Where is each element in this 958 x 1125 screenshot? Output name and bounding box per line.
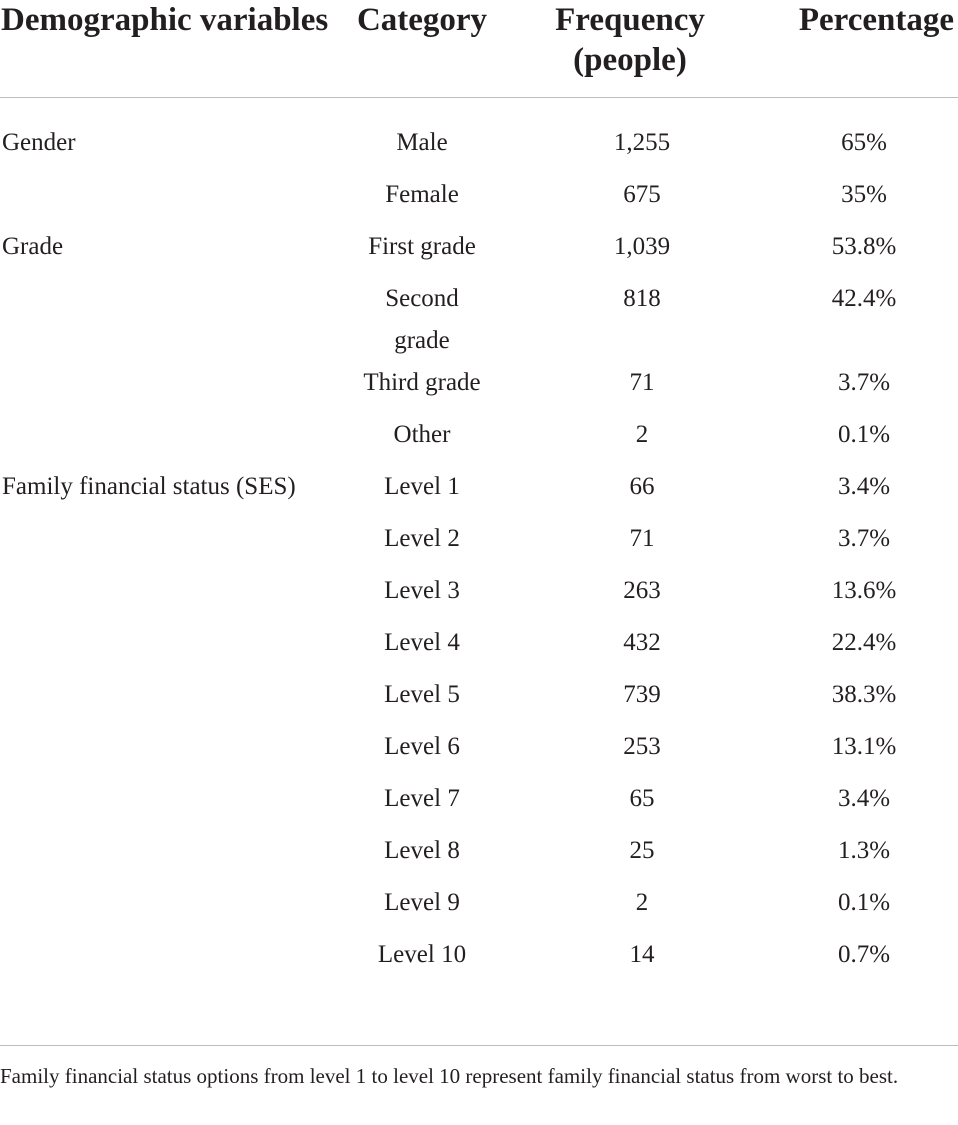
cell-percentage: 0.1% <box>837 421 891 448</box>
cell-demographic-variable: Family financial status (SES) <box>2 473 296 500</box>
cell-category <box>330 570 514 622</box>
cell-demographic-variable <box>0 726 330 778</box>
cell-demographic-variable <box>0 882 330 934</box>
table-body <box>0 98 958 1009</box>
cell-demographic-variable <box>0 674 330 726</box>
cell-demographic-variable <box>0 518 330 570</box>
cell-demographic-variable <box>0 174 330 226</box>
cell-demographic-variable: Grade <box>2 233 64 260</box>
header-demographic-variables: Demographic variables <box>0 0 330 98</box>
cell-frequency: 1,255 <box>613 129 671 156</box>
category-label: Level 4 <box>384 629 460 656</box>
cell-percentage: 65% <box>841 129 887 156</box>
table-row <box>0 466 958 518</box>
category-label: Other <box>393 421 451 448</box>
cell-percentage: 1.3% <box>837 837 891 864</box>
cell-frequency: 432 <box>623 629 661 656</box>
table-bottom-rule <box>0 1045 958 1046</box>
header-row <box>0 0 958 98</box>
category-label: Third grade <box>363 369 481 396</box>
cell-category <box>330 362 514 414</box>
cell-category <box>330 882 514 934</box>
cell-demographic-variable <box>0 830 330 882</box>
cell-frequency: 739 <box>623 681 661 708</box>
cell-category <box>330 934 514 1008</box>
cell-percentage: 53.8% <box>831 233 897 260</box>
cell-percentage: 22.4% <box>831 629 897 656</box>
table-row <box>0 882 958 934</box>
table-footnote: Family financial status options from level 1 to level 10 represent family financial status from worst to best. <box>0 1064 899 1088</box>
cell-category <box>330 226 514 278</box>
table-row <box>0 674 958 726</box>
category-label: Female <box>385 181 459 208</box>
cell-percentage: 0.7% <box>837 941 891 968</box>
cell-demographic-variable <box>0 622 330 674</box>
category-label: Level 6 <box>384 733 460 760</box>
category-label: Level 2 <box>384 525 460 552</box>
table-row <box>0 778 958 830</box>
cell-frequency: 71 <box>629 369 655 396</box>
table-row <box>0 518 958 570</box>
cell-frequency: 818 <box>623 285 661 312</box>
table-row <box>0 414 958 466</box>
cell-percentage: 3.4% <box>837 473 891 500</box>
table-row <box>0 362 958 414</box>
cell-frequency: 2 <box>635 421 649 448</box>
category-label: Second grade <box>385 285 459 354</box>
category-label: Level 7 <box>384 785 460 812</box>
cell-category <box>330 414 514 466</box>
cell-frequency: 253 <box>623 733 661 760</box>
cell-demographic-variable <box>0 934 330 1008</box>
category-label: Level 3 <box>384 577 460 604</box>
cell-percentage: 3.4% <box>837 785 891 812</box>
category-label: Level 5 <box>384 681 460 708</box>
cell-category <box>330 726 514 778</box>
cell-category <box>330 778 514 830</box>
table-row <box>0 98 958 175</box>
cell-category <box>330 622 514 674</box>
cell-demographic-variable <box>0 778 330 830</box>
cell-percentage: 42.4% <box>831 285 897 312</box>
cell-category <box>330 98 514 175</box>
cell-category <box>330 518 514 570</box>
cell-frequency: 1,039 <box>613 233 671 260</box>
table-row <box>0 726 958 778</box>
cell-percentage: 3.7% <box>837 369 891 396</box>
cell-percentage: 38.3% <box>831 681 897 708</box>
cell-frequency: 14 <box>629 941 655 968</box>
category-label: Level 9 <box>384 889 460 916</box>
cell-category <box>330 174 514 226</box>
cell-frequency: 66 <box>629 473 655 500</box>
cell-percentage: 3.7% <box>837 525 891 552</box>
cell-frequency: 65 <box>629 785 655 812</box>
table-row <box>0 278 958 362</box>
cell-frequency: 675 <box>623 181 661 208</box>
table-row <box>0 830 958 882</box>
cell-category <box>330 830 514 882</box>
header-percentage: Percentage <box>746 0 958 98</box>
cell-frequency: 2 <box>635 889 649 916</box>
table-row <box>0 174 958 226</box>
table-row <box>0 570 958 622</box>
cell-percentage: 13.1% <box>831 733 897 760</box>
cell-demographic-variable: Gender <box>2 129 76 156</box>
cell-demographic-variable <box>0 362 330 414</box>
table-header <box>0 0 958 98</box>
category-label: First grade <box>368 233 476 260</box>
cell-percentage: 0.1% <box>837 889 891 916</box>
cell-percentage: 35% <box>841 181 887 208</box>
category-label: Male <box>396 129 448 156</box>
cell-demographic-variable <box>0 278 330 362</box>
category-label: Level 8 <box>384 837 460 864</box>
cell-category <box>330 278 514 362</box>
cell-category <box>330 466 514 518</box>
category-label: Level 10 <box>377 941 467 968</box>
cell-frequency: 25 <box>629 837 655 864</box>
table-row <box>0 226 958 278</box>
cell-percentage: 13.6% <box>831 577 897 604</box>
cell-demographic-variable <box>0 570 330 622</box>
cell-category <box>330 674 514 726</box>
table-row <box>0 934 958 1008</box>
cell-frequency: 263 <box>623 577 661 604</box>
cell-demographic-variable <box>0 414 330 466</box>
header-category: Category <box>330 0 514 98</box>
header-frequency: Frequency (people) <box>514 0 746 98</box>
category-label: Level 1 <box>384 473 460 500</box>
cell-frequency: 71 <box>629 525 655 552</box>
table-row <box>0 622 958 674</box>
